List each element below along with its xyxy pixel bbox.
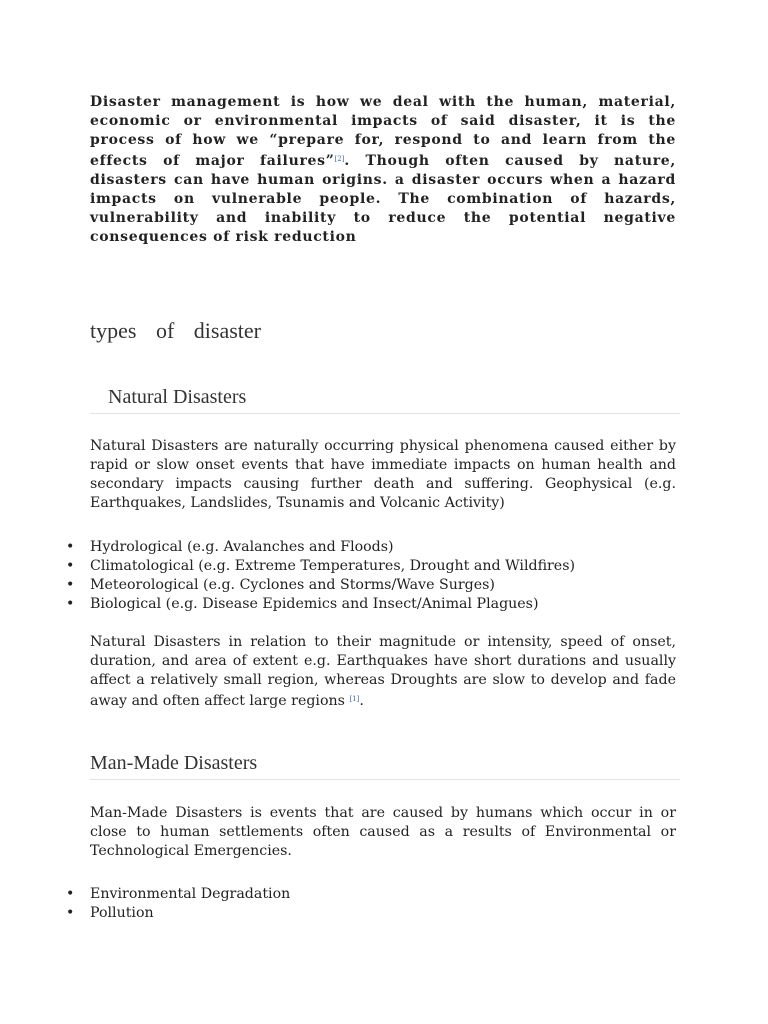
natural-disasters-heading: Natural Disasters [90,386,680,414]
natural-disasters-paragraph: Natural Disasters are naturally occurring physical phenomena caused either by rapid or slow onset events that have immediate impacts on human health and secondary impacts causing further death and suffering. Geophysical (e.g. Earthquakes, Landslides, Tsunamis and Volcanic Activity) [90,438,676,511]
natural-disasters-list [60,538,575,614]
bullet-glyph: • [66,905,75,921]
citation-link-1[interactable]: [1] [349,695,360,703]
list-item-text: Meteorological (e.g. Cyclones and Storms/Wave Surges) [90,577,495,593]
list-item-text: Biological (e.g. Disease Epidemics and Insect/Animal Plagues) [90,596,539,612]
list-item [60,538,575,557]
intro-paragraph [90,93,676,247]
list-item [60,557,575,576]
list-item [60,576,575,595]
citation-link-2[interactable]: [2] [334,155,345,163]
man-made-disasters-list [60,885,290,923]
list-item [60,904,290,923]
bullet-glyph: • [66,558,75,574]
magnitude-text-end: . [359,693,364,709]
bullet-glyph: • [66,886,75,902]
types-of-disaster-heading: types of disaster [90,318,261,343]
bullet-glyph: • [66,596,75,612]
man-made-disasters-paragraph: Man-Made Disasters is events that are caused by humans which occur in or close to human settlements often caused as a results of Environmental or Technological Emergencies. [90,805,676,859]
man-made-disasters-heading: Man-Made Disasters [90,752,680,780]
magnitude-text: Natural Disasters in relation to their magnitude or intensity, speed of onset, duration, and area of extent e.g. Earthquakes have short durations and usually affect a relatively small region, whereas Droughts are slow to develop and fade away and often affect large regions [90,634,676,709]
bullet-glyph: • [66,539,75,555]
bullet-glyph: • [66,577,75,593]
list-item-text: Climatological (e.g. Extreme Temperatures, Drought and Wildfires) [90,558,576,574]
natural-disasters-magnitude-paragraph [90,633,676,711]
intro-text-part1: Disaster management is how we deal with the human, material, economic or environmental impacts of said disaster, it is the process of how we “prepare for, respond to and learn from the effects of major failures” [90,94,676,169]
list-item [60,595,575,614]
list-item-text: Pollution [90,905,154,921]
list-item-text: Hydrological (e.g. Avalanches and Floods) [90,539,394,555]
list-item [60,885,290,904]
intro-text-part2: . Though often caused by nature, disasters can have human origins. a disaster occurs when a hazard impacts on vulnerable people. The combination of hazards, vulnerability and inability to reduce the potential negative consequences of risk reduction [90,153,676,245]
list-item-text: Environmental Degradation [90,886,291,902]
